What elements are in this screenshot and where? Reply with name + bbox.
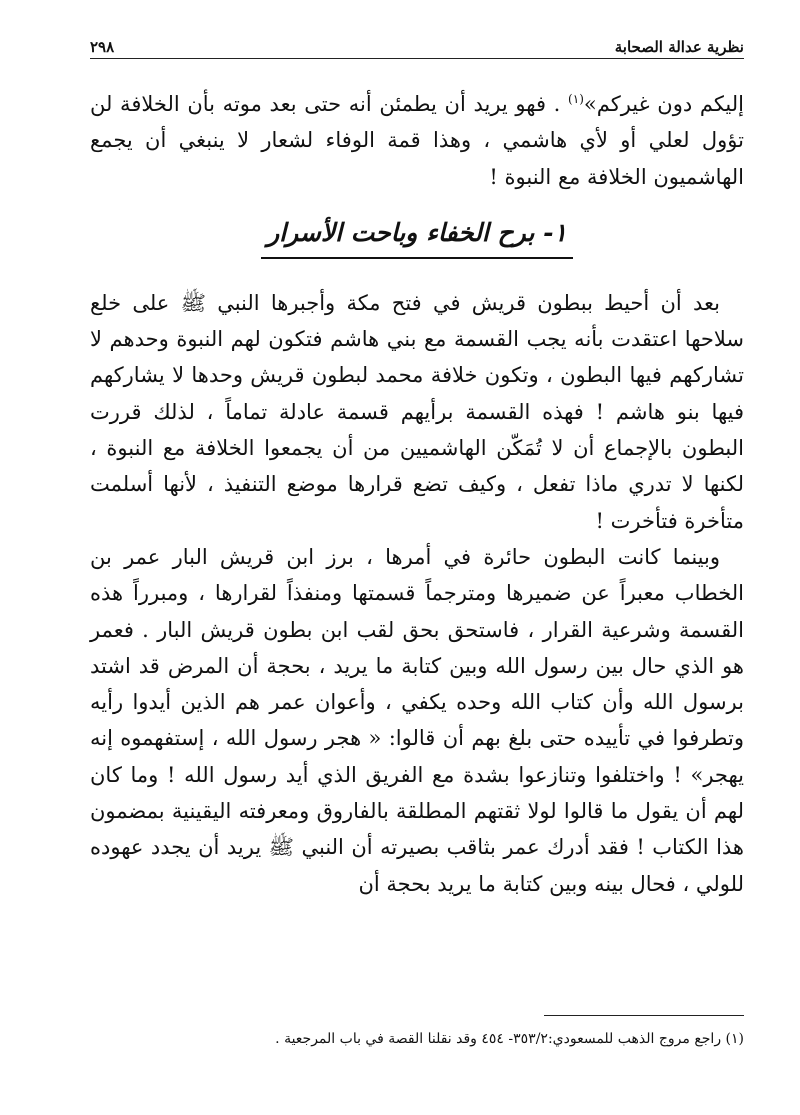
- footnote-divider: [544, 1015, 744, 1016]
- paragraph-1: [90, 86, 744, 195]
- section-heading-text: ١- برح الخفاء وباحت الأسرار: [261, 213, 573, 259]
- page-body: [90, 86, 744, 902]
- running-header: [90, 30, 744, 59]
- running-title: نظرية عدالة الصحابة: [614, 38, 744, 56]
- footnote: (١) راجع مروج الذهب للمسعودي:٣٥٣/٢- ٤٥٤ وقد نقلنا القصة في باب المرجعية .: [275, 1031, 744, 1047]
- page-number: ٢٩٨: [90, 38, 115, 56]
- paragraph-2: بعد أن أحيط ببطون قريش في فتح مكة وأجبرها النبي ﷺ على خلع سلاحها اعتقدت بأنه يجب القسمة مع بني هاشم فتكون لهم النبوة وحدهم لا تشاركهم فيها البطون ، وتكون خلافة محمد لبطون قريش وحدها لا يشاركهم فيها بنو هاشم ! فهذه القسمة برأيهم قسمة عادلة تماماً ، لذلك قررت البطون بالإجماع أن لا تُمَكّن الهاشميين من أن يجمعوا الخلافة مع النبوة ، لكنها لا تدري ماذا تفعل ، وكيف تضع قرارها موضع التنفيذ ، لأنها أسلمت متأخرة فتأخرت !: [90, 290, 744, 533]
- paragraph-1-start: إليكم دون غيركم»: [583, 92, 745, 116]
- footnote-reference: (١): [568, 92, 584, 106]
- section-heading: [90, 213, 744, 259]
- paragraph-3: وبينما كانت البطون حائرة في أمرها ، برز ابن قريش البار عمر بن الخطاب معبراً عن ضميرها ومترجماً قسمتها ومنفذاً لقرارها ، ومبرراً هذه القسمة وشرعية القرار ، فاستحق بحق لقب ابن بطون قريش البار . فعمر هو الذي حال بين رسول الله وبين كتابة ما يريد ، بحجة أن المرض قد اشتد برسول الله وأن كتاب الله وحده يكفي ، وأعوان عمر هم الذين أيدوا رأيه وتطرفوا في تأييده حتى بلغ بهم أن قالوا: « هجر رسول الله ، إستفهموه إنه يهجر» ! واختلفوا وتنازعوا بشدة مع الفريق الذي أيد رسول الله ! وما كان لهم أن يقول ما قالوا لولا ثقتهم المطلقة بالفاروق ومعرفته اليقينية بمضمون هذا الكتاب ! فقد أدرك عمر بثاقب بصيرته أن النبي ﷺ يريد أن يجدد عهوده للولي ، فحال بينه وبين كتابة ما يريد بحجة أن: [90, 544, 744, 896]
- paragraph-1-continuation: . فهو يريد أن يطمئن أنه حتى بعد موته بأن الخلافة لن تؤول لعلي أو لأي هاشمي ، وهذا قمة الوفاء لشعار لا ينبغي أن يجمع الهاشميون الخلافة مع النبوة !: [90, 92, 744, 189]
